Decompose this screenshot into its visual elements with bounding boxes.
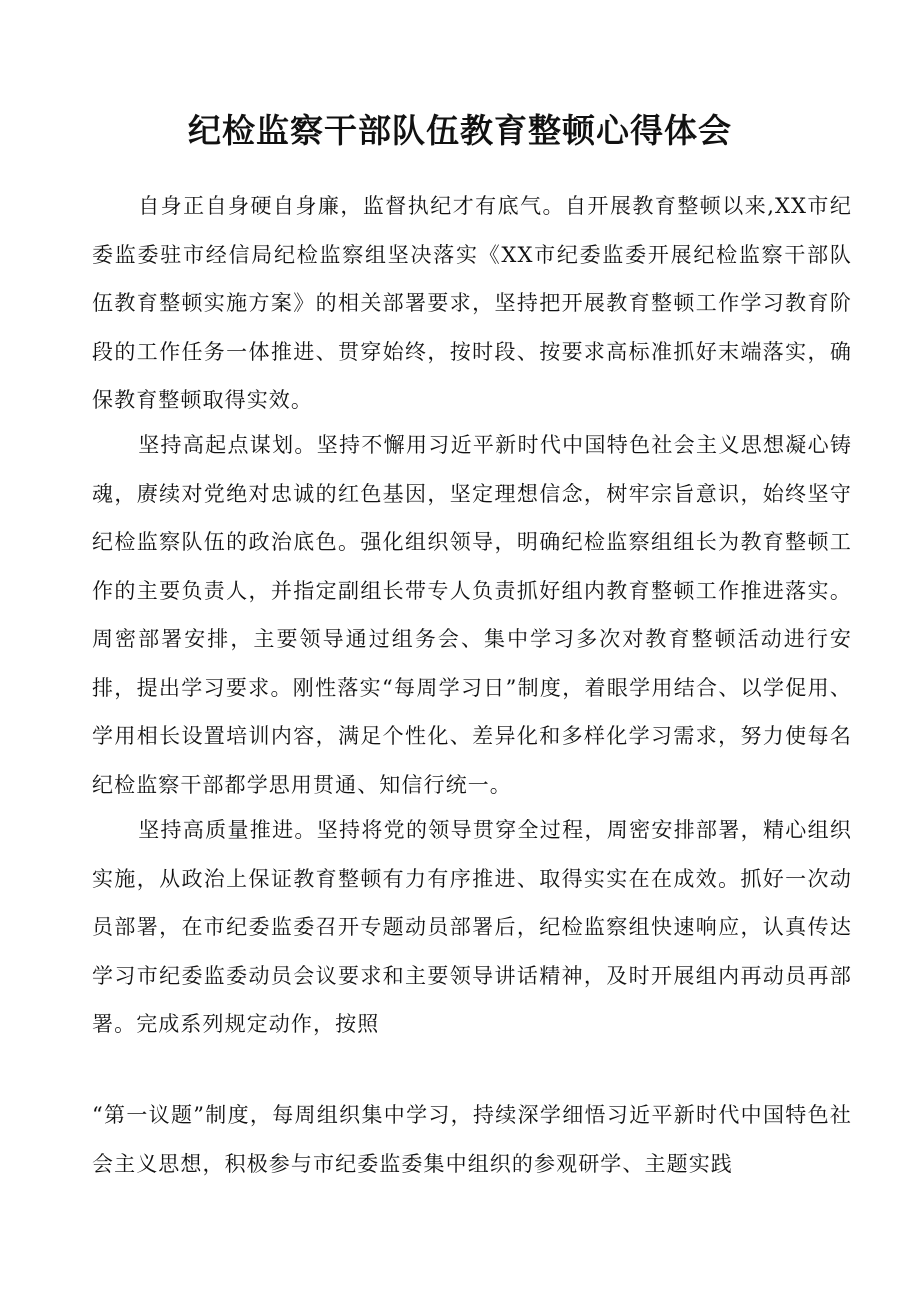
document-title: 纪检监察干部队伍教育整顿心得体会: [188, 111, 732, 151]
paragraph-quality: 坚持高质量推进。坚持将党的领导贯穿全过程，周密安排部署，精心组织实施，从政治上保证教育整顿有力有序推进、取得实实在在成效。抓好一次动员部署，在市纪委监委召开专题动员部署后，纪检监察组快速响应，认真传达学习市纪委监委动员会议要求和主要领导讲话精神，及时开展组内再动员再部署。完成系列规定动作，按照: [92, 818, 852, 1036]
paragraph-continued: “第一议题”制度，每周组织集中学习，持续深学细悟习近平新时代中国特色社会主义思想，积极参与市纪委监委集中组织的参观研学、主题实践: [92, 1103, 852, 1176]
paragraph-intro: 自身正自身硬自身廉，监督执纪才有底气。自开展教育整顿以来,XX市纪委监委驻市经信局纪检监察组坚决落实《XX市纪委监委开展纪检监察干部队伍教育整顿实施方案》的相关部署要求，坚持把开展教育整顿工作学习教育阶段的工作任务一体推进、贯穿始终，按时段、按要求高标准抓好末端落实，确保教育整顿取得实效。: [92, 194, 852, 412]
paragraph-planning: 坚持高起点谋划。坚持不懈用习近平新时代中国特色社会主义思想凝心铸魂，赓续对党绝对忠诚的红色基因，坚定理想信念，树牢宗旨意识，始终坚守纪检监察队伍的政治底色。强化组织领导，明确纪检监察组组长为教育整顿工作的主要负责人，并指定副组长带专人负责抓好组内教育整顿工作推进落实。周密部署安排，主要领导通过组务会、集中学习多次对教育整顿活动进行安排，提出学习要求。刚性落实“每周学习日”制度，着眼学用结合、以学促用、学用相长设置培训内容，满足个性化、差异化和多样化学习需求，努力使每名纪检监察干部都学思用贯通、知信行统一。: [92, 433, 852, 797]
